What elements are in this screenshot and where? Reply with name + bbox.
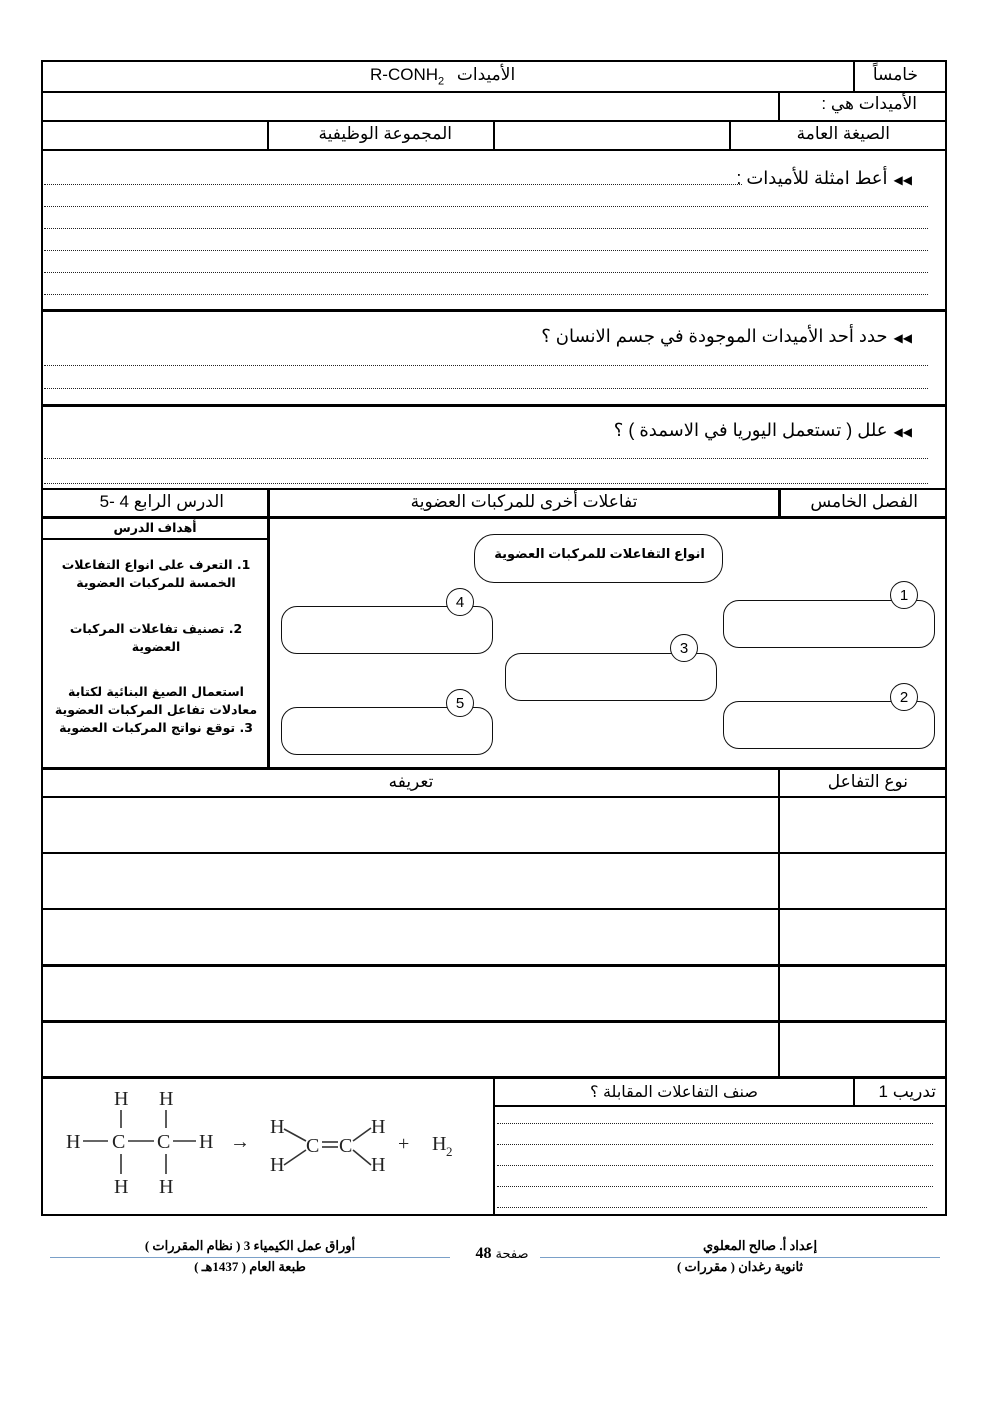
page-number: [462, 1245, 542, 1267]
answer-line[interactable]: [44, 250, 928, 251]
footer-prepared-by: إعداد أ. صالح المعلوي: [702, 1238, 818, 1253]
svg-text:H: H: [114, 1176, 129, 1198]
goal-item: استعمال الصيغ البنائية لكتابة معادلات تفاعل المركبات العضوية: [54, 684, 258, 717]
svg-text:H: H: [371, 1154, 386, 1176]
goal-item: 1. التعرف على انواع التفاعلات الخمسة للمركبات العضوية: [61, 557, 251, 590]
goals-header: أهداف الدرس: [113, 521, 197, 535]
definition-cell[interactable]: [44, 911, 777, 963]
footer-book-title: أوراق عمل الكيمياء 3 ( نظام المقررات ): [144, 1238, 356, 1253]
svg-text:C: C: [306, 1135, 320, 1157]
svg-text:C: C: [339, 1135, 353, 1157]
double-arrow-bullet-icon: ◀◀: [893, 425, 912, 439]
definition-cell[interactable]: [44, 1023, 777, 1075]
definition-cell[interactable]: [44, 799, 777, 851]
lesson-title: تفاعلات أخرى للمركبات العضوية: [410, 492, 638, 511]
chapter-label: الفصل الخامس: [810, 492, 918, 511]
reaction-type-cell[interactable]: [781, 911, 945, 963]
definition-cell[interactable]: [44, 967, 777, 1019]
general-formula-label: الصيغة العامة: [796, 124, 890, 143]
number-badge-1: 1: [890, 581, 918, 609]
formula: [370, 65, 445, 88]
question-text: أعط امثلة للأميدات :: [736, 168, 888, 188]
svg-text:+: +: [398, 1133, 410, 1155]
footer-divider-right: [540, 1257, 940, 1258]
svg-text:H: H: [432, 1133, 447, 1155]
page-number-value: 48: [475, 1245, 492, 1262]
double-arrow-bullet-icon: ◀◀: [893, 173, 912, 187]
answer-line[interactable]: [497, 1186, 933, 1187]
svg-text:C: C: [157, 1131, 171, 1153]
svg-text:H: H: [371, 1116, 386, 1138]
answer-line[interactable]: [44, 228, 928, 229]
answer-line[interactable]: [497, 1144, 933, 1145]
definition-answer-field[interactable]: [43, 93, 777, 120]
answer-line[interactable]: [497, 1123, 933, 1124]
svg-text:→: →: [230, 1131, 250, 1153]
reaction-type-cell[interactable]: [781, 855, 945, 907]
svg-text:H: H: [114, 1088, 129, 1110]
ethane-dehydrogenation-diagram: [44, 1080, 492, 1213]
question-amides-in-body: [541, 326, 912, 347]
svg-text:H: H: [270, 1116, 285, 1138]
answer-line[interactable]: [44, 184, 742, 185]
number-badge-4: 4: [446, 588, 474, 616]
functional-group-field[interactable]: [44, 122, 266, 149]
answer-line[interactable]: [44, 388, 928, 389]
footer-school: ثانوية رغدان ( مقررات ): [676, 1259, 804, 1274]
answer-line[interactable]: [44, 483, 928, 484]
functional-group-label: المجموعة الوظيفية: [318, 124, 452, 143]
number-badge-2: 2: [890, 683, 918, 711]
reaction-type-cell[interactable]: [781, 1023, 945, 1075]
svg-text:H: H: [159, 1176, 174, 1198]
answer-line[interactable]: [44, 458, 928, 459]
number-badge-3: 3: [670, 634, 698, 662]
col-header-reaction-type: نوع التفاعل: [827, 772, 908, 791]
answer-line[interactable]: [44, 272, 928, 273]
center-label-text: انواع التفاعلات للمركبات العضوية: [494, 546, 705, 561]
question-urea-fertilizer: [614, 420, 912, 441]
exercise-question: صنف التفاعلات المقابلة ؟: [590, 1084, 758, 1101]
diagram-center-label: [474, 534, 723, 583]
exercise-label: تدريب 1: [878, 1082, 936, 1101]
answer-line[interactable]: [44, 294, 928, 295]
svg-text:C: C: [112, 1131, 126, 1153]
col-header-definition: تعريفه: [388, 772, 434, 791]
page-label: صفحة: [495, 1246, 529, 1261]
question-examples: [736, 168, 912, 189]
definition-label: الأميدات هي :: [821, 94, 917, 113]
svg-text:H: H: [66, 1131, 81, 1153]
question-text: علل ( تستعمل اليوريا في الاسمدة ) ؟: [613, 420, 888, 440]
lesson-number: الدرس الرابع 4 -5: [99, 492, 224, 511]
reaction-type-cell[interactable]: [781, 967, 945, 1019]
question-text: حدد أحد الأميدات الموجودة في جسم الانسان ؟: [541, 326, 888, 346]
reaction-type-cell[interactable]: [781, 799, 945, 851]
footer-edition: طبعة العام ( 1437هـ ): [194, 1259, 306, 1274]
svg-text:2: 2: [446, 1144, 453, 1159]
answer-line[interactable]: [497, 1207, 927, 1208]
definition-cell[interactable]: [44, 855, 777, 907]
footer-divider-left: [50, 1257, 450, 1258]
answer-line[interactable]: [44, 206, 928, 207]
svg-text:H: H: [159, 1088, 174, 1110]
goal-item: 2. تصنيف تفاعلات المركبات العضوية: [69, 621, 243, 654]
section-label: خامساً: [872, 65, 918, 84]
double-arrow-bullet-icon: ◀◀: [893, 331, 912, 345]
chemical-equation: [44, 1080, 492, 1213]
number-badge-5: 5: [446, 689, 474, 717]
general-formula-field[interactable]: [495, 122, 728, 149]
page-title: [370, 65, 515, 87]
svg-text:H: H: [199, 1131, 214, 1153]
title-text: الأميدات: [456, 65, 516, 84]
goal-item: 3. توقع نواتج المركبات العضوية: [59, 720, 253, 735]
answer-line[interactable]: [44, 365, 928, 366]
svg-text:H: H: [270, 1154, 285, 1176]
formula-subscript: 2: [438, 75, 445, 88]
formula-text: R-CONH: [370, 65, 438, 84]
answer-line[interactable]: [497, 1165, 933, 1166]
